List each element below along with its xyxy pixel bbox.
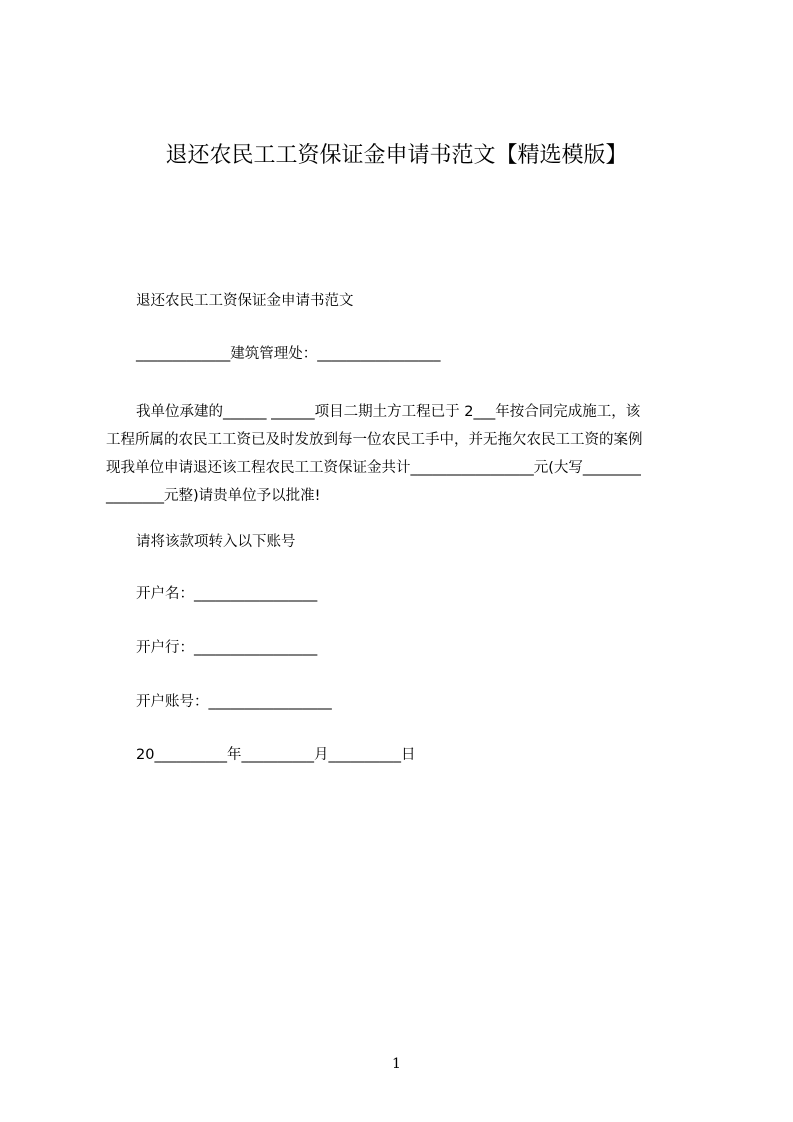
- body-line-1: 我单位承建的______ ______项目二期土方工程已于 2___年按合同完成施工，该: [136, 404, 641, 420]
- document-title: 退还农民工工资保证金申请书范文【精选模版】: [165, 143, 628, 168]
- subtitle: 退还农民工工资保证金申请书范文: [136, 293, 354, 309]
- body-line-3: 现我单位申请退还该工程农民工工资保证金共计_________________元(大写________: [106, 460, 641, 476]
- transfer-note: 请将该款项转入以下账号: [136, 534, 296, 550]
- body-line-4: ________元整)请贵单位予以批准!: [106, 488, 321, 504]
- account-name-line: 开户名：_________________: [136, 586, 318, 602]
- addressee-line: _____________建筑管理处：_________________: [136, 346, 441, 362]
- date-line: 20__________年__________月__________日: [136, 747, 416, 763]
- account-bank-line: 开户行：_________________: [136, 640, 318, 656]
- body-paragraph: [106, 398, 701, 510]
- page-number: 1: [392, 1056, 401, 1072]
- body-line-2: 工程所属的农民工工资已及时发放到每一位农民工手中，并无拖欠农民工工资的案例: [106, 432, 643, 448]
- account-number-line: 开户账号：_________________: [136, 694, 332, 710]
